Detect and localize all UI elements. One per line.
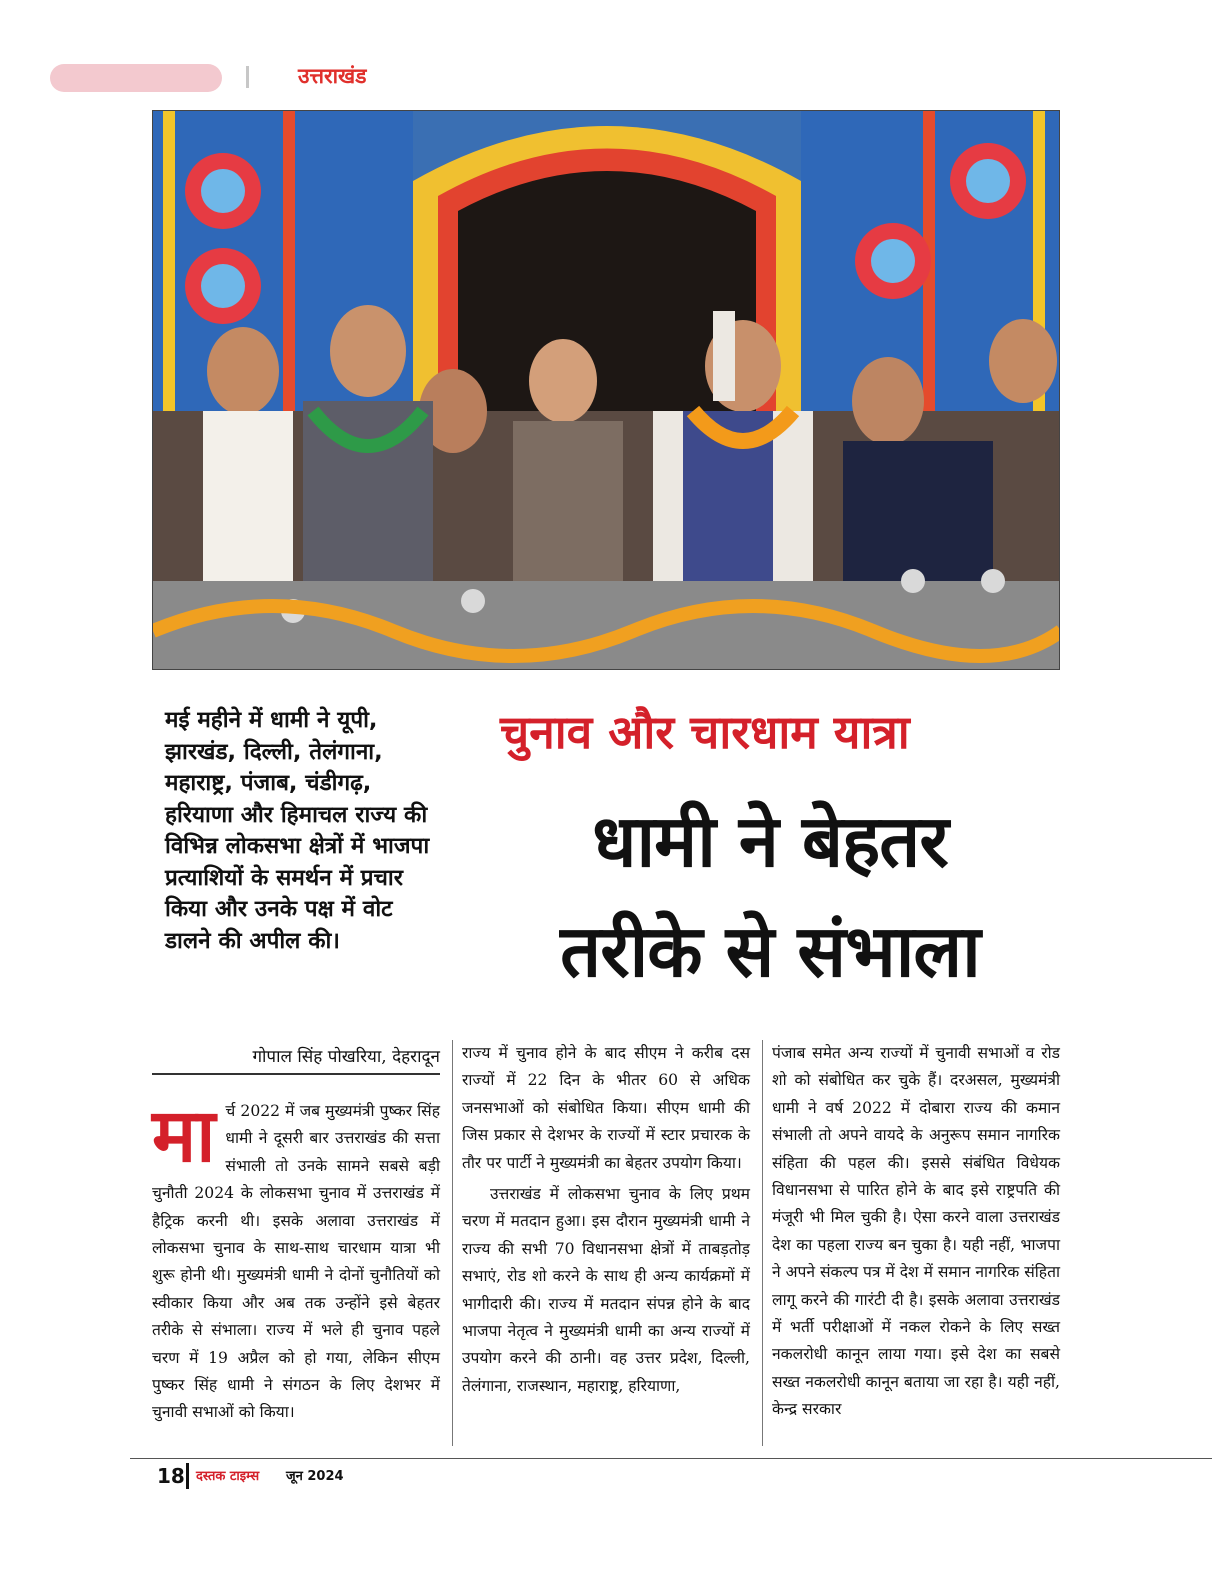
- byline: गोपाल सिंह पोखरिया, देहरादून: [152, 1044, 440, 1075]
- magazine-brand: दस्तक टाइम्स: [196, 1469, 260, 1484]
- column-rule-1: [452, 1040, 453, 1446]
- header-pill: [50, 64, 222, 92]
- article-paragraph-4: पंजाब समेत अन्य राज्यों में चुनावी सभाओं व रोड शो को संबोधित कर चुके हैं। दरअसल, मुख्यमंत्री धामी ने वर्ष 2022 में दोबारा राज्य की कमान संभाली तो अपने वायदे के अनुरूप समान नागरिक संहिता की पहल की। इससे संबंधित विधेयक विधानसभा से पारित होने के बाद इसे राष्ट्रपति की मंजूरी भी मिल चुकी है। ऐसा करने वाला उत्तराखंड देश का पहला राज्य बन चुका है। यही नहीं, भाजपा ने अपने संकल्प पत्र में देश में समान नागरिक संहिता लागू करने की गारंटी दी है। इसके अलावा उत्तराखंड में भर्ती परीक्षाओं में नकल रोकने के लिए सख्त नकलरोधी कानून लाया गया। इसे देश का सबसे सख्त नकलरोधी कानून बताया जा रहा है। यही नहीं, केन्द्र सरकार: [772, 1044, 1060, 1419]
- pull-quote: मई महीने में धामी ने यूपी, झारखंड, दिल्ली, तेलंगाना, महाराष्ट्र, पंजाब, चंडीगढ़, हरियाणा और हिमाचल राज्य की विभिन्न लोकसभा क्षेत्रों में भाजपा प्रत्याशियों के समर्थन में प्रचार किया और उनके पक्ष में वोट डालने की अपील की।: [165, 707, 430, 954]
- kicker-title: चुनाव और चारधाम यात्रा: [500, 705, 910, 759]
- article-paragraph-3: उत्तराखंड में लोकसभा चुनाव के लिए प्रथम चरण में मतदान हुआ। इस दौरान मुख्यमंत्री धामी ने राज्य की सभी 70 विधानसभा क्षेत्रों में ताबड़तोड़ सभाएं, रोड शो करने के साथ ही अन्य कार्यक्रमों में भागीदारी की। राज्य में मतदान संपन्न होने के बाद भाजपा नेतृत्व ने मुख्यमंत्री धामी का अन्य राज्यों में उपयोग करने की ठानी। वह उत्तर प्रदेश, दिल्ली, तेलंगाना, राजस्थान, महाराष्ट्र, हरियाणा,: [462, 1185, 750, 1395]
- drop-cap: मा: [152, 1093, 216, 1179]
- headline-line-2: तरीके से संभाला: [560, 909, 980, 993]
- article-paragraph-1: र्च 2022 में जब मुख्यमंत्री पुष्कर सिंह धामी ने दूसरी बार उत्तराखंड की सत्ता संभाली तो उनके सामने सबसे बड़ी चुनौती 2024 के लोकसभा चुनाव में उत्तराखंड में हैट्रिक करनी थी। इसके अलावा उत्तराखंड में लोकसभा चुनाव के साथ-साथ चारधाम यात्रा भी शुरू होनी थी। मुख्यमंत्री धामी ने दोनों चुनौतियों को स्वीकार किया और अब तक उन्होंने इसे बेहतर तरीके से संभाला। राज्य में भले ही चुनाव पहले चरण में 19 अप्रैल को हो गया, लेकिन सीएम पुष्कर सिंह धामी ने संगठन के लिए देशभर में चुनावी सभाओं को किया।: [152, 1102, 440, 1422]
- article-column-3: [772, 1040, 1060, 1424]
- article-column-1: [152, 1093, 440, 1427]
- article-paragraph-2: राज्य में चुनाव होने के बाद सीएम ने करीब दस राज्यों में 22 दिन के भीतर 60 से अधिक जनसभाओं को संबोधित किया। सीएम धामी की जिस प्रकार से देशभर के राज्यों में स्टार प्रचारक के तौर पर पार्टी ने मुख्यमंत्री का बेहतर उपयोग किया।: [462, 1044, 750, 1172]
- issue-date: जून 2024: [286, 1469, 344, 1484]
- column-rule-2: [762, 1040, 763, 1446]
- footer-rule: [130, 1458, 1212, 1459]
- section-label: उत्तराखंड: [298, 64, 367, 88]
- headline: [490, 786, 1050, 1006]
- header-separator: [246, 66, 249, 88]
- footer-separator: [186, 1463, 189, 1489]
- temple-crowd-illustration: [153, 111, 1060, 670]
- headline-line-1: धामी ने बेहतर: [592, 799, 948, 883]
- lead-photo: [152, 110, 1060, 670]
- article-column-2: [462, 1040, 750, 1400]
- page-number: 18: [157, 1464, 185, 1488]
